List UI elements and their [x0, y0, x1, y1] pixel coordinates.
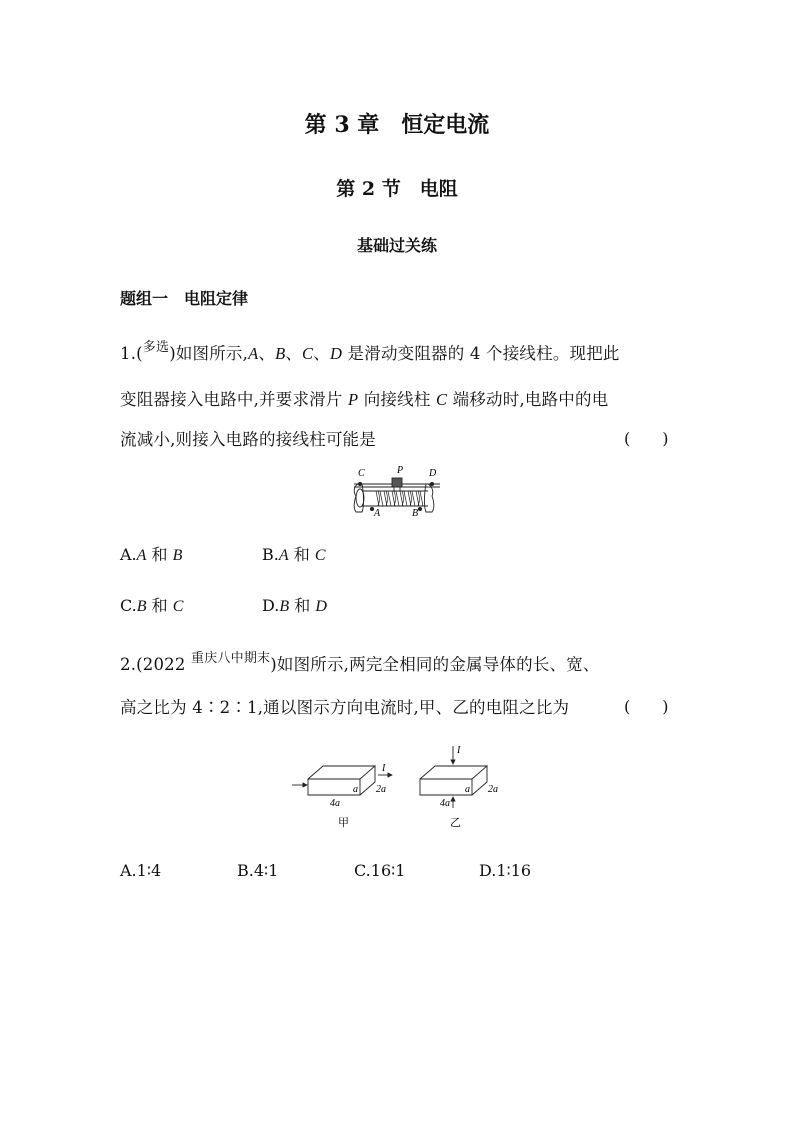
q2-option-b[interactable]: B.4∶1 [237, 861, 279, 880]
q1-tag: 多选 [142, 340, 170, 355]
label-p: P [397, 465, 404, 476]
rheostat-coil [376, 491, 423, 506]
q1-number: 1.( [120, 344, 143, 363]
q1-line2: 变阻器接入电路中,并要求滑片 P 向接线柱 C 端移动时,电路中的电 [120, 390, 609, 409]
rheostat-right-stand [425, 484, 434, 512]
rheostat-left-end [356, 489, 364, 507]
terminal-b-post [418, 507, 421, 510]
group-title: 题组一 电阻定律 [120, 289, 249, 308]
rheostat-left-stand [354, 484, 363, 512]
jia-width-label: 2a [376, 784, 386, 795]
q2-tag: 重庆八中期末 [191, 651, 271, 666]
jia-height-label: a [353, 784, 358, 795]
block-jia [308, 766, 375, 795]
label-d: D [429, 468, 437, 479]
label-b: B [412, 508, 419, 519]
section-title: 第 2 节 电阻 [336, 178, 458, 200]
q1-line3: 流减小,则接入电路的接线柱可能是 [120, 430, 376, 449]
terminal-c-post [358, 482, 361, 485]
q2-option-c[interactable]: C.16∶1 [354, 861, 406, 880]
q1-option-d[interactable]: D.B 和 D [262, 596, 327, 615]
jia-current-label: I [382, 763, 386, 774]
q1-option-c[interactable]: C.B 和 C [120, 596, 184, 615]
yi-length-label: 4a [440, 798, 450, 809]
block-yi [420, 766, 487, 795]
rheostat-slider [392, 478, 402, 487]
q2-line2: 高之比为 4∶2∶1,通以图示方向电流时,甲、乙的电阻之比为 [120, 698, 570, 717]
jia-caption: 甲 [338, 817, 349, 829]
yi-width-label: 2a [488, 784, 498, 795]
terminal-d-post [430, 482, 433, 485]
q1-option-a[interactable]: A.A 和 B [120, 545, 183, 564]
yi-current-label: I [457, 745, 461, 756]
yi-height-label: a [465, 784, 470, 795]
q2-answer-paren: ( ) [624, 697, 669, 716]
q1-answer-paren: ( ) [624, 429, 669, 448]
yi-caption: 乙 [450, 817, 461, 829]
chapter-title: 第 3 章 恒定电流 [304, 112, 490, 138]
exercise-title: 基础过关练 [356, 236, 437, 255]
label-c: C [358, 468, 365, 479]
q2-number: 2.(2022 [120, 655, 192, 674]
q1-line1: 1.($^{多选}$)如图所示,A、B、C、D 是滑动变阻器的 4 个接线柱。现把此 [120, 340, 620, 363]
q2-option-d[interactable]: D.1∶16 [479, 861, 532, 880]
q2-line1: 2.(2022 $^{重庆八中期末}$)如图所示,两完全相同的金属导体的长、宽、 [120, 651, 600, 674]
label-a: A [374, 508, 381, 519]
conductor-figure [290, 742, 520, 834]
q2-option-a[interactable]: A.1∶4 [120, 861, 162, 880]
q1-option-b[interactable]: B.A 和 C [262, 545, 326, 564]
rheostat-figure [350, 464, 445, 520]
jia-length-label: 4a [330, 798, 340, 809]
